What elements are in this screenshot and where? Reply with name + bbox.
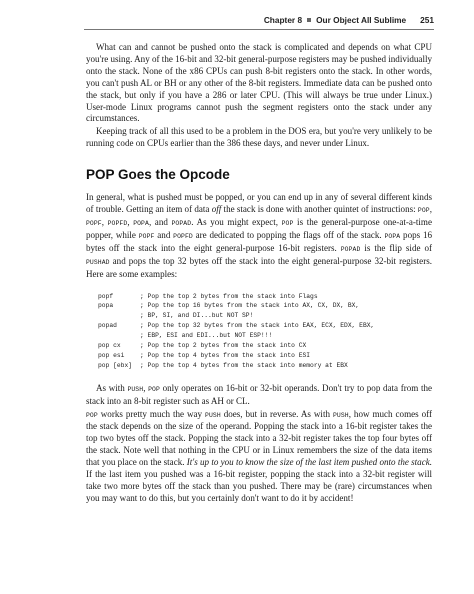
emphasis-warning: It's up to you to know the size of the last item pushed onto the stack. <box>186 457 432 468</box>
paragraph-pop-intro <box>86 192 432 280</box>
code-line <box>98 311 432 321</box>
code-comment: ; Pop the top 2 bytes from the stack into CX <box>140 342 307 350</box>
code-instruction <box>98 311 140 321</box>
text-span: , how much comes off the stack depends on the size of the operand. Popping the stack into a 16-bit register takes the top two bytes off the stack. Popping the stack into a 32-bit register takes the top four bytes off the stack. Note well that nothing in the CPU or in Linux remembers the size of the data items that you place on the stack. <box>86 408 432 468</box>
text-span: pops 16 bytes off the stack into the eight general-purpose 16-bit registers. <box>86 229 432 253</box>
code-line <box>98 321 432 331</box>
code-term: POPFD <box>107 219 128 227</box>
code-comment: ; BP, SI, and DI...but NOT SP! <box>140 312 254 320</box>
code-comment: ; Pop the top 4 bytes from the stack into ESI <box>140 351 311 359</box>
code-term: POPF <box>86 219 102 227</box>
code-instruction: popf <box>98 292 114 300</box>
code-term: PUSH <box>332 411 349 419</box>
code-comment: ; Pop the top 32 bytes from the stack into EAX, ECX, EDX, EBX, <box>140 322 375 330</box>
chapter-label: Chapter 8 <box>263 14 303 25</box>
code-instruction: popad <box>98 322 117 330</box>
code-line <box>98 292 432 302</box>
paragraph-pop-reverse <box>86 409 432 505</box>
emphasis-off: off <box>211 204 222 215</box>
code-line <box>98 301 432 311</box>
code-line <box>98 361 432 371</box>
code-term: POP <box>281 219 294 227</box>
code-term: POPF <box>138 232 155 240</box>
code-term: POPFD <box>173 232 193 240</box>
page-body <box>86 42 432 505</box>
code-instruction: pop cx <box>98 342 121 350</box>
page-number: 251 <box>420 14 434 25</box>
text-span: works pretty much the way <box>97 408 206 419</box>
code-term: POPA <box>384 232 401 240</box>
code-term: PUSHAD <box>86 258 110 266</box>
code-term: POPA <box>133 219 149 227</box>
text-span: If the last item you pushed was a 16-bit register, popping the stack into a 32-bit register will take two more bytes off the stack than you pushed. There may be (rare) circumstances when you may want to do this, but you certainly don't want to do it by accident! <box>86 469 432 503</box>
code-line <box>98 331 432 341</box>
text-span: does, but in reverse. As with <box>220 408 333 419</box>
text-span: In general, what is pushed must be popped, or you can end up in any of several different kinds of trouble. Getting an item of data <box>86 192 432 215</box>
code-comment: ; Pop the top 2 bytes from the stack into Flags <box>140 292 318 300</box>
chapter-title: Our Object All Sublime <box>316 14 407 25</box>
text-span: and <box>154 229 174 240</box>
code-term: PUSH <box>205 411 221 419</box>
text-span: is the flip side of <box>360 242 432 253</box>
paragraph-operand-size <box>86 383 432 408</box>
text-span: , <box>127 216 134 227</box>
code-example-block <box>98 292 432 371</box>
code-instruction <box>98 331 140 341</box>
running-header <box>84 12 434 30</box>
code-term: PUSH <box>127 385 144 393</box>
code-instruction: pop [ebx] <box>98 361 133 369</box>
code-comment: ; Pop the top 4 bytes from the stack into memory at EBX <box>140 361 348 369</box>
text-span: only operates on 16-bit or 32-bit operands. Don't try to pop data from the stack into an 8-bit register such as AH or CL. <box>86 382 432 406</box>
text-span: the stack is done with another quintet of instructions: <box>221 204 418 215</box>
code-term: POP <box>148 385 160 393</box>
code-comment: ; EBP, ESI and EDI...but NOT ESP!!! <box>140 332 273 340</box>
text-span: , <box>143 382 149 393</box>
text-span: , <box>101 216 108 227</box>
code-line <box>98 351 432 361</box>
text-span: . As you might expect, <box>191 216 282 227</box>
code-term: POP <box>417 207 430 215</box>
code-term: POPAD <box>171 219 192 227</box>
paragraph-dos-era: Keeping track of all this used to be a problem in the DOS era, but you're very unlikely to be running code on CPUs earlier than the 386 these days, and never under Linux. <box>86 126 432 149</box>
code-line <box>98 341 432 351</box>
paragraph-push-rules: What can and cannot be pushed onto the stack is complicated and depends on what CPU you're using. Any of the 16-bit and 32-bit general-purpose registers may be pushed individually onto the stack. None of the x86 CPUs can push 8-bit registers onto the stack. In other words, you can't push AL or BH or any other of the 8-bit registers. Immediate data can be pushed onto the stack, but only if you have a 286 or later CPU. (This will always be true under Linux.) User-mode Linux programs cannot push the segment registers onto the stack under any circumstances. <box>86 42 432 124</box>
bullet-separator-icon <box>307 18 311 22</box>
text-span: and pops the top 32 bytes off the stack into the eight general-purpose 32-bit registers. Here are some examples: <box>86 255 432 279</box>
section-heading: POP Goes the Opcode <box>86 167 230 183</box>
code-instruction: popa <box>98 302 114 310</box>
text-span: , and <box>148 216 172 227</box>
code-instruction: pop esi <box>98 351 125 359</box>
code-comment: ; Pop the top 16 bytes from the stack into AX, CX, DX, BX, <box>140 302 360 310</box>
text-span: , <box>429 204 432 215</box>
text-span: As with <box>96 382 128 393</box>
code-term: POP <box>86 411 98 419</box>
text-span: are dedicated to popping the flags off of the stack. <box>192 229 385 240</box>
code-term: POPAD <box>340 245 361 253</box>
text-span: is the general-purpose one-at-a-time popper, while <box>86 216 432 240</box>
